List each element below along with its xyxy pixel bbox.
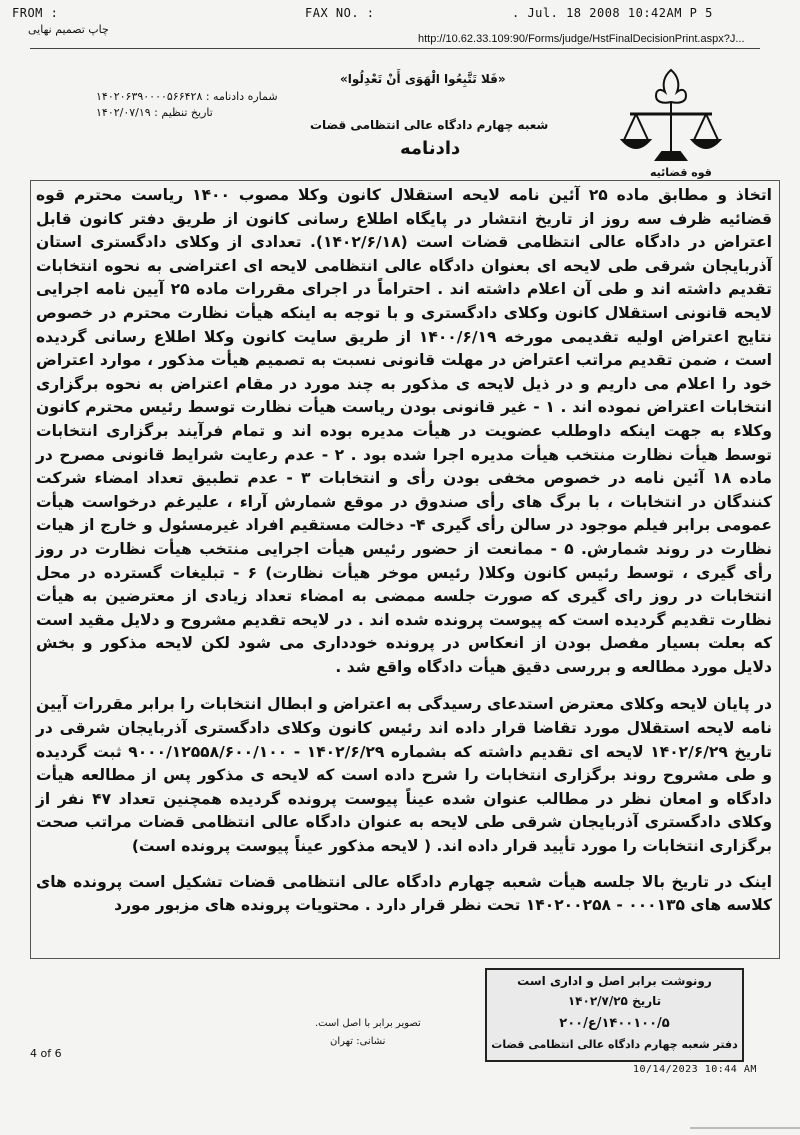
court-branch: شعبه چهارم دادگاه عالی انتظامی قضات bbox=[310, 118, 549, 132]
ruling-number: شماره دادنامه : ۱۴۰۲۰۶۳۹۰۰۰۰۵۶۶۴۲۸ bbox=[96, 90, 278, 103]
page-title: دادنامه bbox=[400, 138, 461, 159]
stamp-line-1: رونوشت برابر اصل و اداری است bbox=[517, 974, 712, 988]
quran-motto: «فَلا تَتَّبِعُوا الْهَوَى أَنْ تَعْدِلُوا» bbox=[340, 72, 506, 86]
body-paragraph-1: اتخاذ و مطابق ماده ۲۵ آئین نامه لایحه استقلال کانون وکلا مصوب ۱۴۰۰ ریاست محترم قوه قضائیه ظرف سه روز از تاریخ انتشار در پایگاه اطلاع رسانی کانون از طریق دفتر کانون قابل اعتراض در دادگاه عالی انتظامی قضات است (۱۴۰۲/۶/۱۸). تعدادی از وکلای دادگستری استان آذربایجان شرقی طی لایحه ای بعنوان دادگاه عالی انتظامی لایحه ای اعتراضی به نحوه انتخابات تقدیم داشته اند و طی آن اعلام داشته اند . احتراماً در اجرای مقررات ماده ۲۵ آیین نامه اجرایی لایحه قانونی استقلال کانون وکلای دادگستری و با توجه به اینکه هیأت نظارت محترم در خصوص نتایج اعتراض اولیه تقدیمی مورخه ۱۴۰۰/۶/۱۹ از طریق سایت کانون وکلا اطلاع رسانی گردیده است ، ضمن تقدیم مراتب اعتراض در مهلت قانونی نسبت به تصمیم هیأت مذکور ، موارد اعتراض خود را اعلام می داریم و در ذیل لایحه ی مذکور به چند مورد در مقام اعتراض به نحوه برگزاری انتخابات اعتراض نموده اند . ۱ - غیر قانونی بودن ریاست هیأت نظارت توسط رئیس محترم کانون وکلاء به جهت اینکه داوطلب عضویت در هیأت مدیره بوده اند و تمام فرآیند برگزاری انتخابات توسط هیأت نظارت منتخب هیأت مدیره اجرا شده بود . ۲ - عدم رعایت شرایط قانونی مصرح در ماده ۱۸ آئین نامه در خصوص مخفی بودن رأی و انتخابات ۳ - عدم تطبیق تعداد امضاء شرکت کنندگان در انتخابات ، با برگ های رأی صندوق در موقع شمارش آراء ، علیرغم درخواست هیأت عمومی برابر فیلم موجود در سالن رأی گیری ۴- دخالت مستقیم افراد غیرمسئول و خارج از هیات نظارت در روند شمارش. ۵ - ممانعت از حضور رئیس هیأت اجرایی منتخب هیأت نظارت در روز رأی گیری ، توسط رئیس کانون وکلا( رئیس موخر هیأت نظارت) ۶ - تبلیغات گسترده در محل انتخابات در روز رای گیری که صورت جلسه ممضی به امضاء تعداد زیادی از معترضین به هیأت نظارت تقدیم گردیده است که پیوست پرونده شده اند . در لایحه تقدیم مشروح و دلایل مقید است که بعلت بسیار مفصل بودن از انعکاس در پرونده خودداری می شود لکن لایحه مذکور و بخش دلایل مورد مطالعه و بررسی دقیق هیأت دادگاه واقع شد . bbox=[36, 186, 773, 676]
body-paragraph-3: اینک در تاریخ بالا جلسه هیأت شعبه چهارم دادگاه عالی انتظامی قضات تشکیل است پرونده های کلاسه های ۰۰۰۱۳۵ - ۱۴۰۲۰۰۲۵۸ تحت نظر قرار دارد . محتویات پرونده های مزبور مورد bbox=[36, 872, 772, 915]
stamp-line-3: ۱۴۰۰۱۰۰/۵/ع/۲۰۰ bbox=[559, 1016, 670, 1031]
judiciary-emblem-icon bbox=[616, 62, 726, 177]
document-body bbox=[36, 184, 772, 924]
fax-number-label: FAX NO. : bbox=[305, 6, 375, 20]
print-label: چاپ تصمیم نهایی bbox=[28, 23, 109, 36]
stamp-line-2: تاریخ ۱۴۰۲/۷/۲۵ bbox=[567, 994, 662, 1008]
certification-stamp bbox=[485, 968, 744, 1062]
issue-date: تاریخ تنظیم : ۱۴۰۲/۰۷/۱۹ bbox=[96, 106, 213, 119]
page-number: 4 of 6 bbox=[30, 1047, 62, 1060]
copy-note: تصویر برابر با اصل است. bbox=[315, 1018, 421, 1029]
judiciary-label: قوه قضائیه bbox=[650, 166, 712, 179]
top-divider bbox=[30, 48, 760, 49]
stamp-line-4: دفتر شعبه چهارم دادگاه عالی انتظامی قضات bbox=[491, 1038, 738, 1051]
fax-datetime: . Jul. 18 2008 10:42AM P 5 bbox=[512, 6, 713, 20]
address-note: نشانی: تهران bbox=[330, 1036, 386, 1047]
bottom-divider bbox=[690, 1127, 800, 1129]
body-paragraph-2: در پایان لایحه وکلای معترض استدعای رسیدگی به اعتراض و ابطال انتخابات را برابر مقررات آیین نامه لایحه استقلال مورد تقاضا قرار داده اند رئیس کانون وکلای دادگستری آذربایجان شرقی در تاریخ ۱۴۰۲/۶/۲۹ لایحه ای تقدیم داشته که بشماره ۱۴۰۲/۶/۲۹ - ۹۰۰۰/۱۲۵۵۸/۶۰۰/۱۰۰ ثبت گردیده و طی مشروح روند برگزاری انتخابات را شرح داده است که لایحه ی مذکور پس از مطالعه هیأت دادگاه و امعان نظر در مطالب عنوان شده عیناً پیوست پرونده گردیده همچنین تعداد ۴۷ نفر از وکلای دادگستری آذربایجان شرقی طی لایحه به عنوان دادگاه عالی انتظامی قضات مراتب صحت برگزاری انتخابات را مورد تأیید قرار داده اند. ( لایحه مذکور عیناً پیوست پرونده است) bbox=[36, 695, 772, 856]
page-url: http://10.62.33.109:90/Forms/judge/HstFinalDecisionPrint.aspx?J... bbox=[418, 33, 745, 45]
fax-from-label: FROM : bbox=[12, 6, 59, 20]
footer-timestamp: 10/14/2023 10:44 AM bbox=[633, 1064, 757, 1075]
